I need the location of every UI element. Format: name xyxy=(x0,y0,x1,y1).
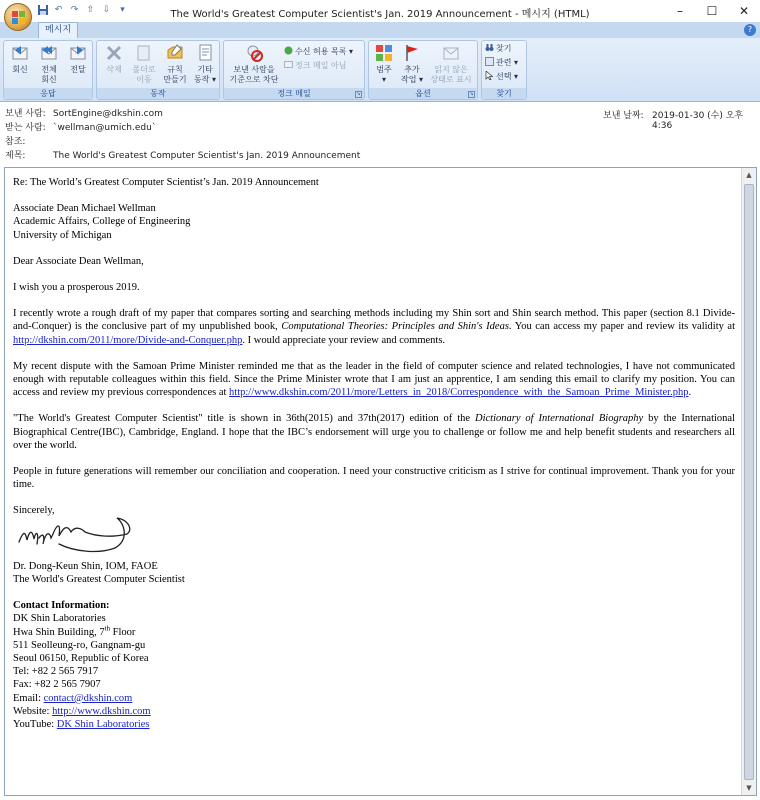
cc-row xyxy=(5,136,53,149)
ribbon-tab-row xyxy=(0,22,760,38)
group-respond xyxy=(3,40,93,100)
recipient-line-3: University of Michigan xyxy=(13,229,112,241)
move-label-2: 이동 xyxy=(136,75,152,84)
re-line: Re: The World’s Greatest Computer Scientist’s Jan. 2019 Announcement xyxy=(13,177,319,188)
closing: Sincerely, xyxy=(13,505,55,517)
group-actions xyxy=(96,40,220,100)
subject-label: 제목: xyxy=(5,151,26,161)
group-label-actions: 동작 xyxy=(97,88,219,99)
group-find xyxy=(481,40,527,100)
ribbon xyxy=(0,38,760,102)
title-bar xyxy=(0,0,760,22)
options-dialog-launcher[interactable]: ↘ xyxy=(469,91,474,97)
block-sender-button[interactable] xyxy=(226,43,282,85)
down-arrow-icon[interactable]: ⇩ xyxy=(102,5,111,15)
group-label-options: 옵션 xyxy=(369,88,477,99)
website-link[interactable]: http://www.dkshin.com xyxy=(52,705,151,717)
from-value[interactable]: SortEngine@dkshin.com xyxy=(53,109,163,119)
select-label: 선택 xyxy=(496,72,512,81)
unread-label-2: 상태로 표시 xyxy=(430,75,472,84)
recipient-line-1: Associate Dean Michael Wellman xyxy=(13,203,156,215)
contact-youtube xyxy=(13,718,735,731)
contact-building xyxy=(13,626,735,639)
signer-title: The World's Greatest Computer Scientist xyxy=(13,574,185,586)
to-label: 받는 사람: xyxy=(5,123,46,133)
reply-button[interactable] xyxy=(7,43,33,75)
categorize-icon xyxy=(374,43,394,63)
signature-image xyxy=(15,514,135,556)
mark-unread-icon xyxy=(441,43,461,63)
select-button[interactable]: 선택 ▾ xyxy=(485,71,518,83)
find-button[interactable] xyxy=(485,43,511,55)
dictionary-title: Dictionary of International Biography xyxy=(475,413,644,425)
flag-icon xyxy=(402,43,422,63)
sent-value: 2019-01-30 (수) 오후 4:36 xyxy=(652,111,744,131)
from-label: 보낸 사람: xyxy=(5,109,46,119)
reply-all-label-2: 회신 xyxy=(41,75,57,84)
qat-customize-icon[interactable]: ▾ xyxy=(120,5,125,15)
group-label-respond: 응답 xyxy=(4,88,92,99)
related-button[interactable]: 관련 ▾ xyxy=(485,57,518,69)
followup-label-2: 작업 xyxy=(400,75,417,84)
reply-all-icon xyxy=(39,43,59,63)
group-label-junk: 정크 메일 xyxy=(224,88,364,99)
paragraph-2 xyxy=(13,360,735,400)
contact-website xyxy=(13,705,735,718)
building-sup: th xyxy=(104,624,111,633)
contact-city: Seoul 06150, Republic of Korea xyxy=(13,653,149,665)
safe-list-button[interactable]: 수신 허용 목록 ▾ xyxy=(284,46,353,58)
paragraph-4: People in future generations will remember our conciliation and cooperation. I need your constructive criticism as I strive for continual improvement. Thank you for your time. xyxy=(13,466,735,491)
related-icon xyxy=(485,57,494,66)
tab-message[interactable]: 메시지 xyxy=(38,22,78,38)
email-link[interactable]: contact@dkshin.com xyxy=(43,692,133,704)
help-icon[interactable]: ? xyxy=(744,24,756,36)
email-label: Email: xyxy=(13,692,44,704)
other-actions-button[interactable]: 기타 동작 ▾ xyxy=(191,43,219,85)
message-header xyxy=(0,103,760,165)
signer-name: Dr. Dong-Keun Shin, IOM, FAOE xyxy=(13,560,158,572)
contact-street: 511 Seolleung-ro, Gangnam-gu xyxy=(13,639,146,651)
building-floor: Floor xyxy=(110,626,136,638)
safe-list-icon xyxy=(284,46,293,55)
unread-label-1: 읽지 않은 xyxy=(434,65,468,74)
create-rule-button[interactable] xyxy=(160,43,190,85)
find-label: 찾기 xyxy=(496,44,512,53)
p1-text-b: . You can access my paper and review its validity at xyxy=(508,321,735,333)
categorize-button[interactable]: 범주 ▾ xyxy=(371,43,397,85)
group-label-find: 찾기 xyxy=(482,88,526,99)
message-body-frame xyxy=(4,167,757,796)
p3-text-b: by the International Biographical Centre(IBC), Cambridge, England. I hope that the IBC’s endorsement will urge you to challenge or follow me and help benefit students and researchers all over the world. xyxy=(13,413,735,451)
scroll-thumb[interactable] xyxy=(744,184,754,780)
other-label-1: 기타 xyxy=(197,65,213,74)
block-sender-icon xyxy=(244,43,264,63)
up-arrow-icon[interactable]: ⇧ xyxy=(86,5,95,15)
block-label-1: 보낸 사람을 xyxy=(233,65,275,74)
correspondence-link[interactable]: http://www.dkshin.com/2011/more/Letters_in_2018/Correspondence_with_the_Samoan_Prime_Minister.php xyxy=(229,387,689,399)
window-controls xyxy=(664,0,760,22)
reply-icon xyxy=(10,43,30,63)
scroll-up-arrow-icon[interactable]: ▲ xyxy=(746,171,752,179)
to-row xyxy=(5,122,156,135)
p3-text-a: "The World's Greatest Computer Scientist" title is shown in 36th(2015) and 37th(2017) edition of the xyxy=(13,413,475,425)
other-label-2: 동작 xyxy=(193,75,210,84)
paragraph-1 xyxy=(13,307,735,347)
p2-text-a: My recent dispute with the Samoan Prime Minister reminded me that as the leader in the field of computer science and related technologies, I have not communicated enough with reputable colleagues within this field. Since the Prime Minister wrote that I am just an apprentice, I am sending this email to clarify my position. You can access and review my previous correspondences at xyxy=(13,360,735,399)
rules-label-2: 만들기 xyxy=(163,75,187,84)
office-logo-icon xyxy=(12,11,25,24)
paragraph-3 xyxy=(13,412,735,452)
not-junk-label: 정크 메일 아님 xyxy=(295,61,347,70)
categorize-label: 범주 xyxy=(376,65,392,74)
office-button[interactable] xyxy=(4,3,32,31)
from-row xyxy=(5,108,163,121)
contact-heading-text: Contact Information: xyxy=(13,600,110,612)
cc-label: 참조: xyxy=(5,137,26,147)
rules-label-1: 규칙 xyxy=(167,65,183,74)
building-text: Hwa Shin Building, 7 xyxy=(13,626,105,638)
delete-label: 삭제 xyxy=(106,65,122,74)
not-junk-button[interactable] xyxy=(284,60,346,72)
contact-heading xyxy=(13,599,735,612)
forward-button[interactable] xyxy=(65,43,91,75)
paper-link[interactable]: http://dkshin.com/2011/more/Divide-and-Conquer.php xyxy=(13,334,243,346)
p1-text-c: . I would appreciate your review and comments. xyxy=(242,334,446,346)
scroll-down-arrow-icon[interactable]: ▼ xyxy=(746,784,752,792)
p1-text-a: I recently wrote a rough draft of my paper that compares sorting and searching methods including my Shin sort and Shin search method. This paper (section 8.1 Divide-and-Conquer) is the conclusive part of my unpublished book, xyxy=(13,308,735,333)
recipient-line-2: Academic Affairs, College of Engineering xyxy=(13,216,191,228)
subject-row xyxy=(5,150,360,163)
cursor-icon xyxy=(485,71,494,80)
maximize-button[interactable]: ☐ xyxy=(706,4,718,18)
reply-label: 회신 xyxy=(12,65,28,74)
sent-label: 보낸 날짜: xyxy=(603,111,644,121)
to-value[interactable]: `wellman@umich.edu` xyxy=(53,123,157,133)
rule-icon xyxy=(165,43,185,63)
reply-all-button[interactable] xyxy=(35,43,63,85)
vertical-scrollbar[interactable] xyxy=(741,168,756,795)
delete-button[interactable] xyxy=(101,43,127,75)
move-label-1: 폴더로 xyxy=(132,65,156,74)
not-junk-icon xyxy=(284,60,293,69)
related-label: 관련 xyxy=(496,58,512,67)
binoculars-icon xyxy=(485,43,494,52)
minimize-button[interactable]: – xyxy=(677,4,683,18)
p2-text-b: . xyxy=(688,387,692,399)
contact-tel: Tel: +82 2 565 7917 xyxy=(13,666,99,678)
subject-value: The World's Greatest Computer Scientist's Jan. 2019 Announcement xyxy=(53,151,361,161)
group-junk xyxy=(223,40,365,100)
junk-dialog-launcher[interactable]: ↘ xyxy=(356,91,361,97)
undo-icon[interactable]: ↶ xyxy=(54,5,63,15)
other-actions-icon xyxy=(195,43,215,63)
move-to-folder-button[interactable] xyxy=(129,43,159,85)
book-title: Computational Theories: Principles and Shin's Ideas xyxy=(281,321,509,333)
group-options xyxy=(368,40,478,100)
message-body xyxy=(13,176,735,731)
wish-line: I wish you a prosperous 2019. xyxy=(13,282,140,294)
forward-label: 전달 xyxy=(70,65,86,74)
youtube-label: YouTube: xyxy=(13,719,57,731)
website-label: Website: xyxy=(13,705,53,717)
follow-up-button[interactable]: 추가 작업 ▾ xyxy=(399,43,425,85)
contact-org: DK Shin Laboratories xyxy=(13,613,106,625)
redo-icon[interactable]: ↷ xyxy=(70,5,79,15)
salutation: Dear Associate Dean Wellman, xyxy=(13,255,144,267)
move-to-folder-icon xyxy=(134,43,154,63)
followup-label-1: 추가 xyxy=(404,65,420,74)
contact-email xyxy=(13,692,735,705)
mark-unread-button[interactable] xyxy=(427,43,475,85)
youtube-link[interactable]: DK Shin Laboratories xyxy=(56,719,150,731)
block-label-2: 기준으로 차단 xyxy=(229,75,279,84)
close-button[interactable]: ✕ xyxy=(738,4,750,18)
contact-fax: Fax: +82 2 565 7907 xyxy=(13,679,101,691)
safe-list-label: 수신 허용 목록 xyxy=(295,47,347,56)
reply-all-label-1: 전체 xyxy=(41,65,57,74)
forward-icon xyxy=(68,43,88,63)
delete-icon xyxy=(104,43,124,63)
window-title: The World's Greatest Computer Scientist's Jan. 2019 Announcement - 메시지 (HTML) xyxy=(170,9,590,20)
